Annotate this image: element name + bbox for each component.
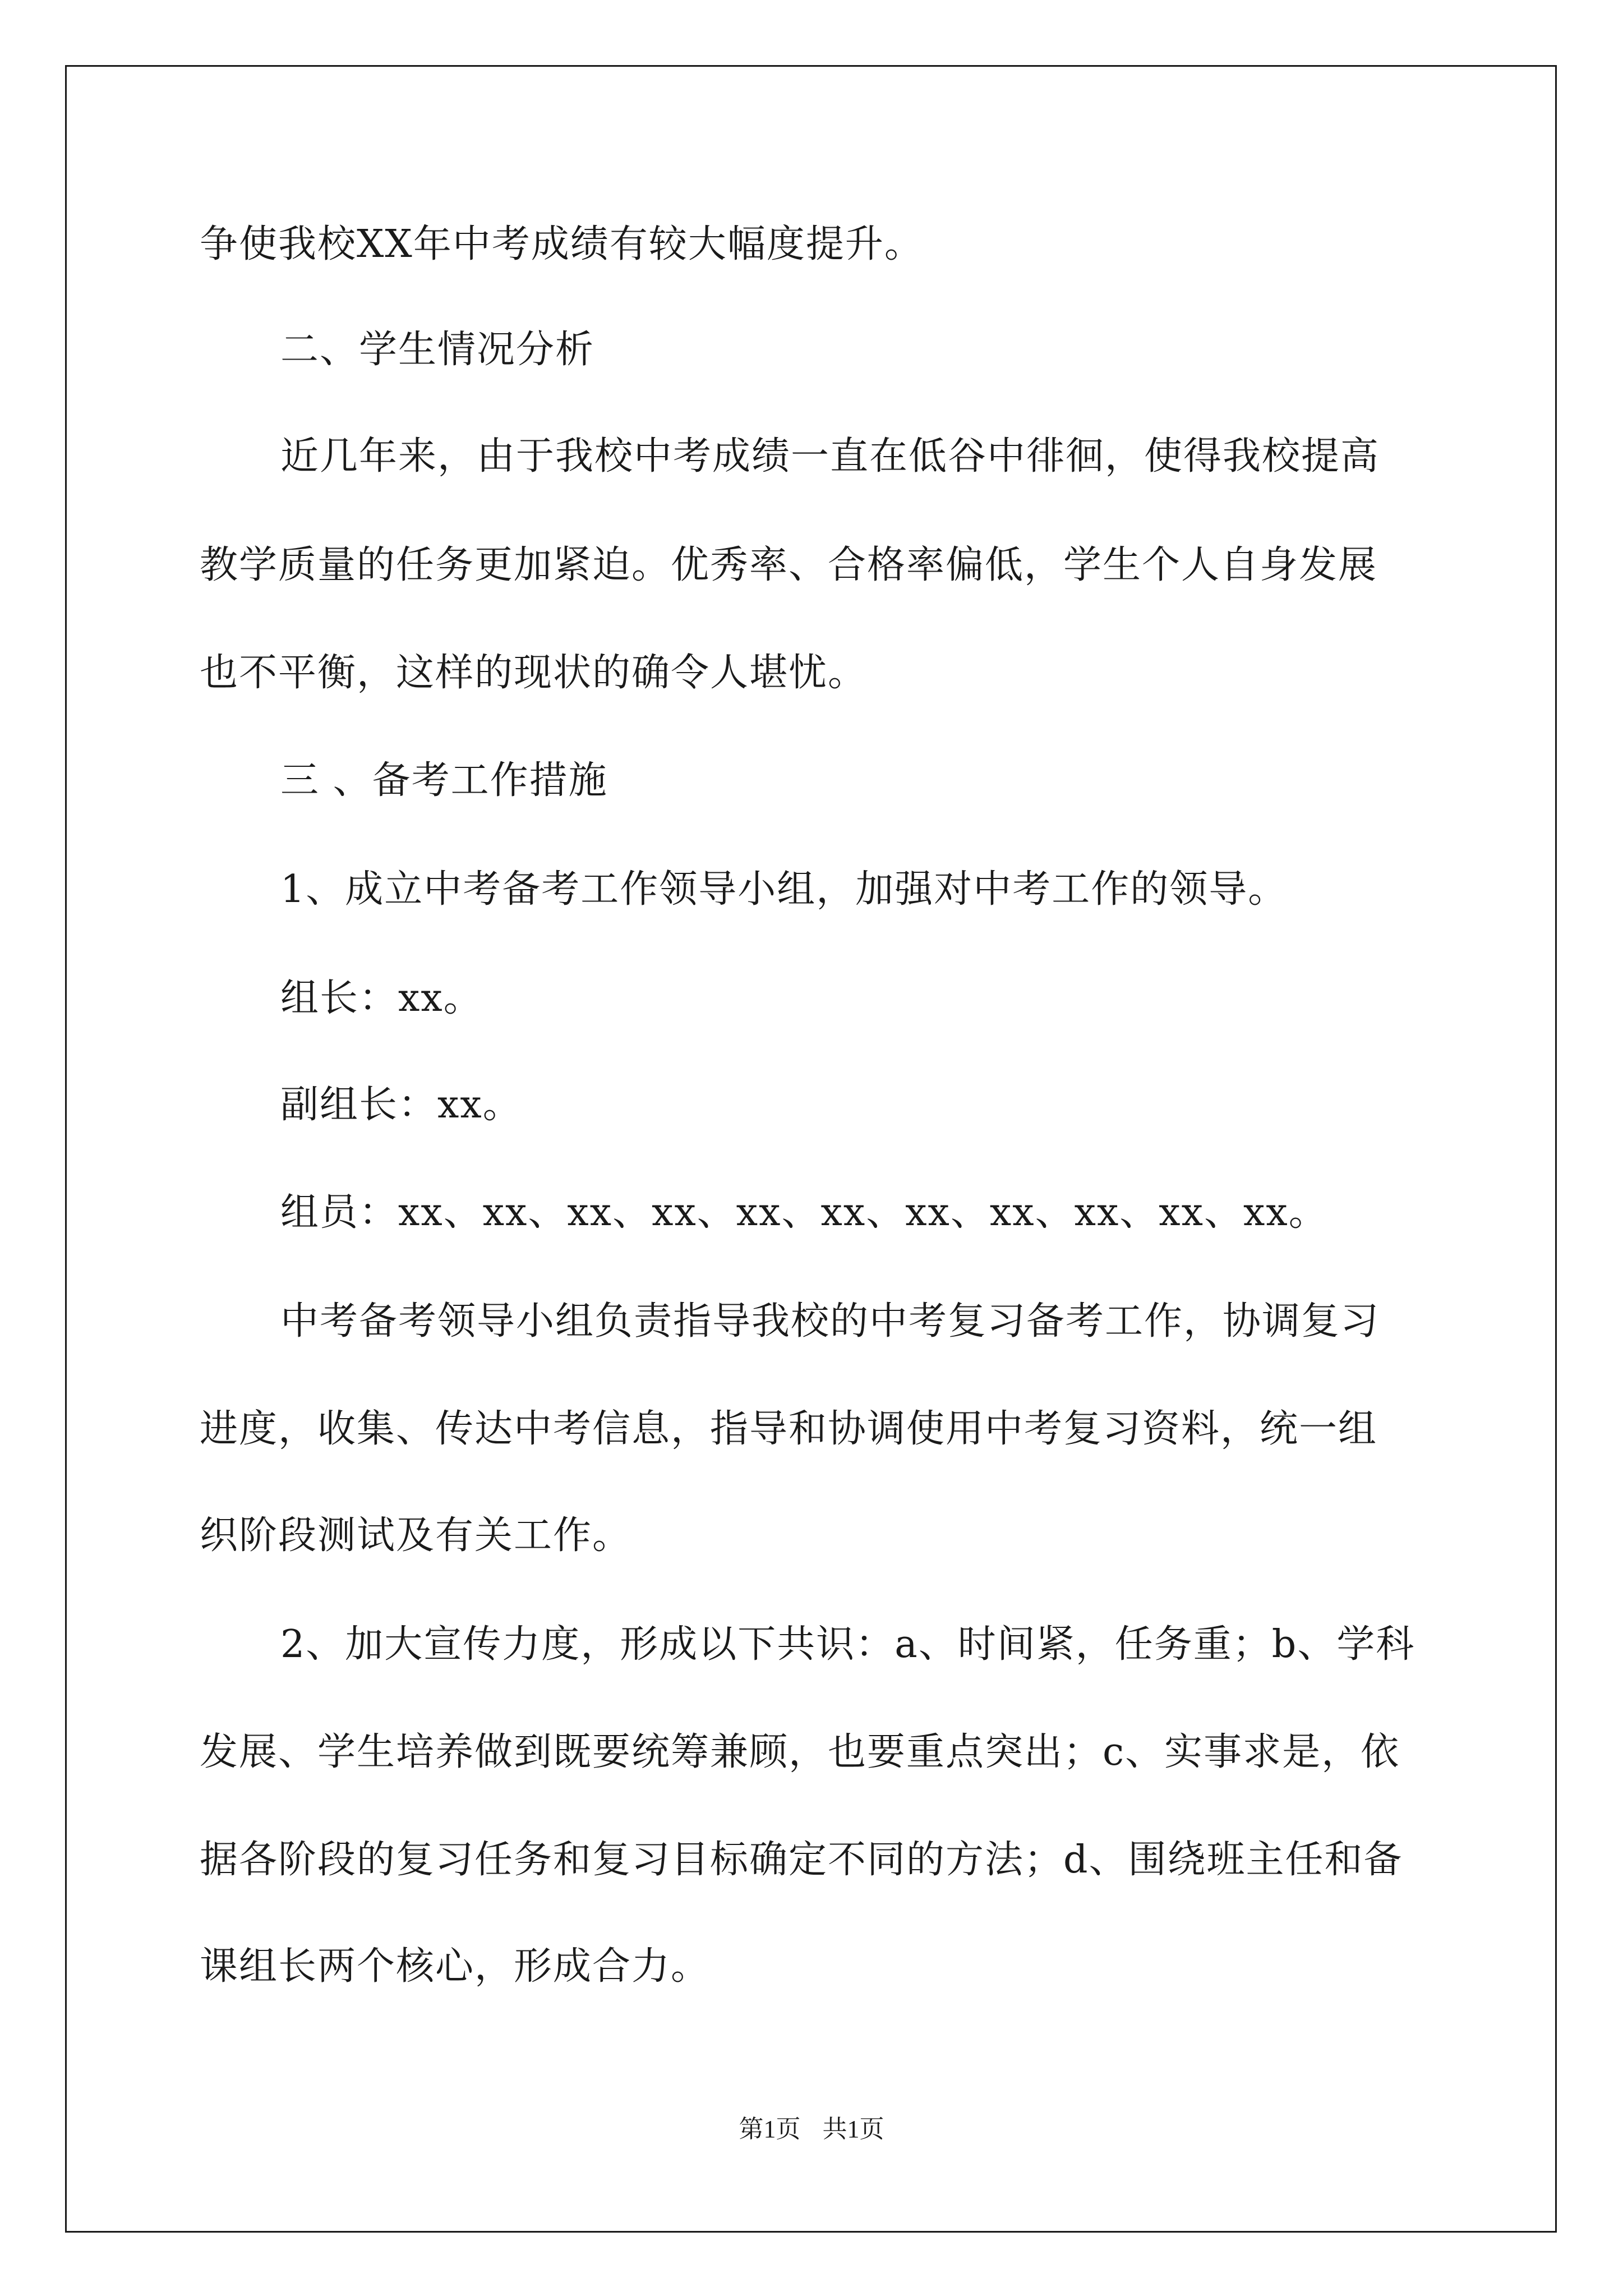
body-text-line-4: 教学质量的任务更加紧迫。优秀率、合格率偏低，学生个人自身发展 [200,543,1378,587]
group-members-line: 组员：xx、xx、xx、xx、xx、xx、xx、xx、xx、xx、xx。 [280,1190,1328,1235]
body-text-line-15: 发展、学生培养做到既要统筹兼顾，也要重点突出；c、实事求是，依 [200,1730,1400,1774]
section-heading-exam-measures: 三 、备考工作措施 [280,758,608,803]
section-heading-student-analysis: 二、学生情况分析 [280,328,595,372]
body-text-line-17: 课组长两个核心，形成合力。 [200,1944,711,1989]
body-text-line-1: 争使我校XX年中考成绩有较大幅度提升。 [200,222,924,266]
body-text-line-12: 进度，收集、传达中考信息，指导和协调使用中考复习资料，统一组 [200,1407,1378,1451]
body-text-line-16: 据各阶段的复习任务和复习目标确定不同的方法；d、围绕班主任和备 [200,1838,1403,1882]
body-text-line-5: 也不平衡，这样的现状的确令人堪忧。 [200,651,868,695]
deputy-leader-line: 副组长：xx。 [280,1083,522,1127]
page-number-total: 共1页 [822,2115,884,2143]
body-text-line-14: 2、加大宣传力度，形成以下共识：a、时间紧，任务重；b、学科 [280,1622,1415,1667]
body-text-line-11: 中考备考领导小组负责指导我校的中考复习备考工作，协调复习 [280,1299,1380,1343]
body-text-line-7: 1、成立中考备考工作领导小组，加强对中考工作的领导。 [280,867,1288,912]
page-footer [0,2114,1623,2145]
group-leader-line: 组长：xx。 [280,976,483,1020]
page-number-current: 第1页 [739,2115,801,2143]
body-text-line-13: 织阶段测试及有关工作。 [200,1513,632,1558]
body-text-line-3: 近几年来，由于我校中考成绩一直在低谷中徘徊，使得我校提高 [280,434,1380,478]
page-border [65,65,1557,2233]
